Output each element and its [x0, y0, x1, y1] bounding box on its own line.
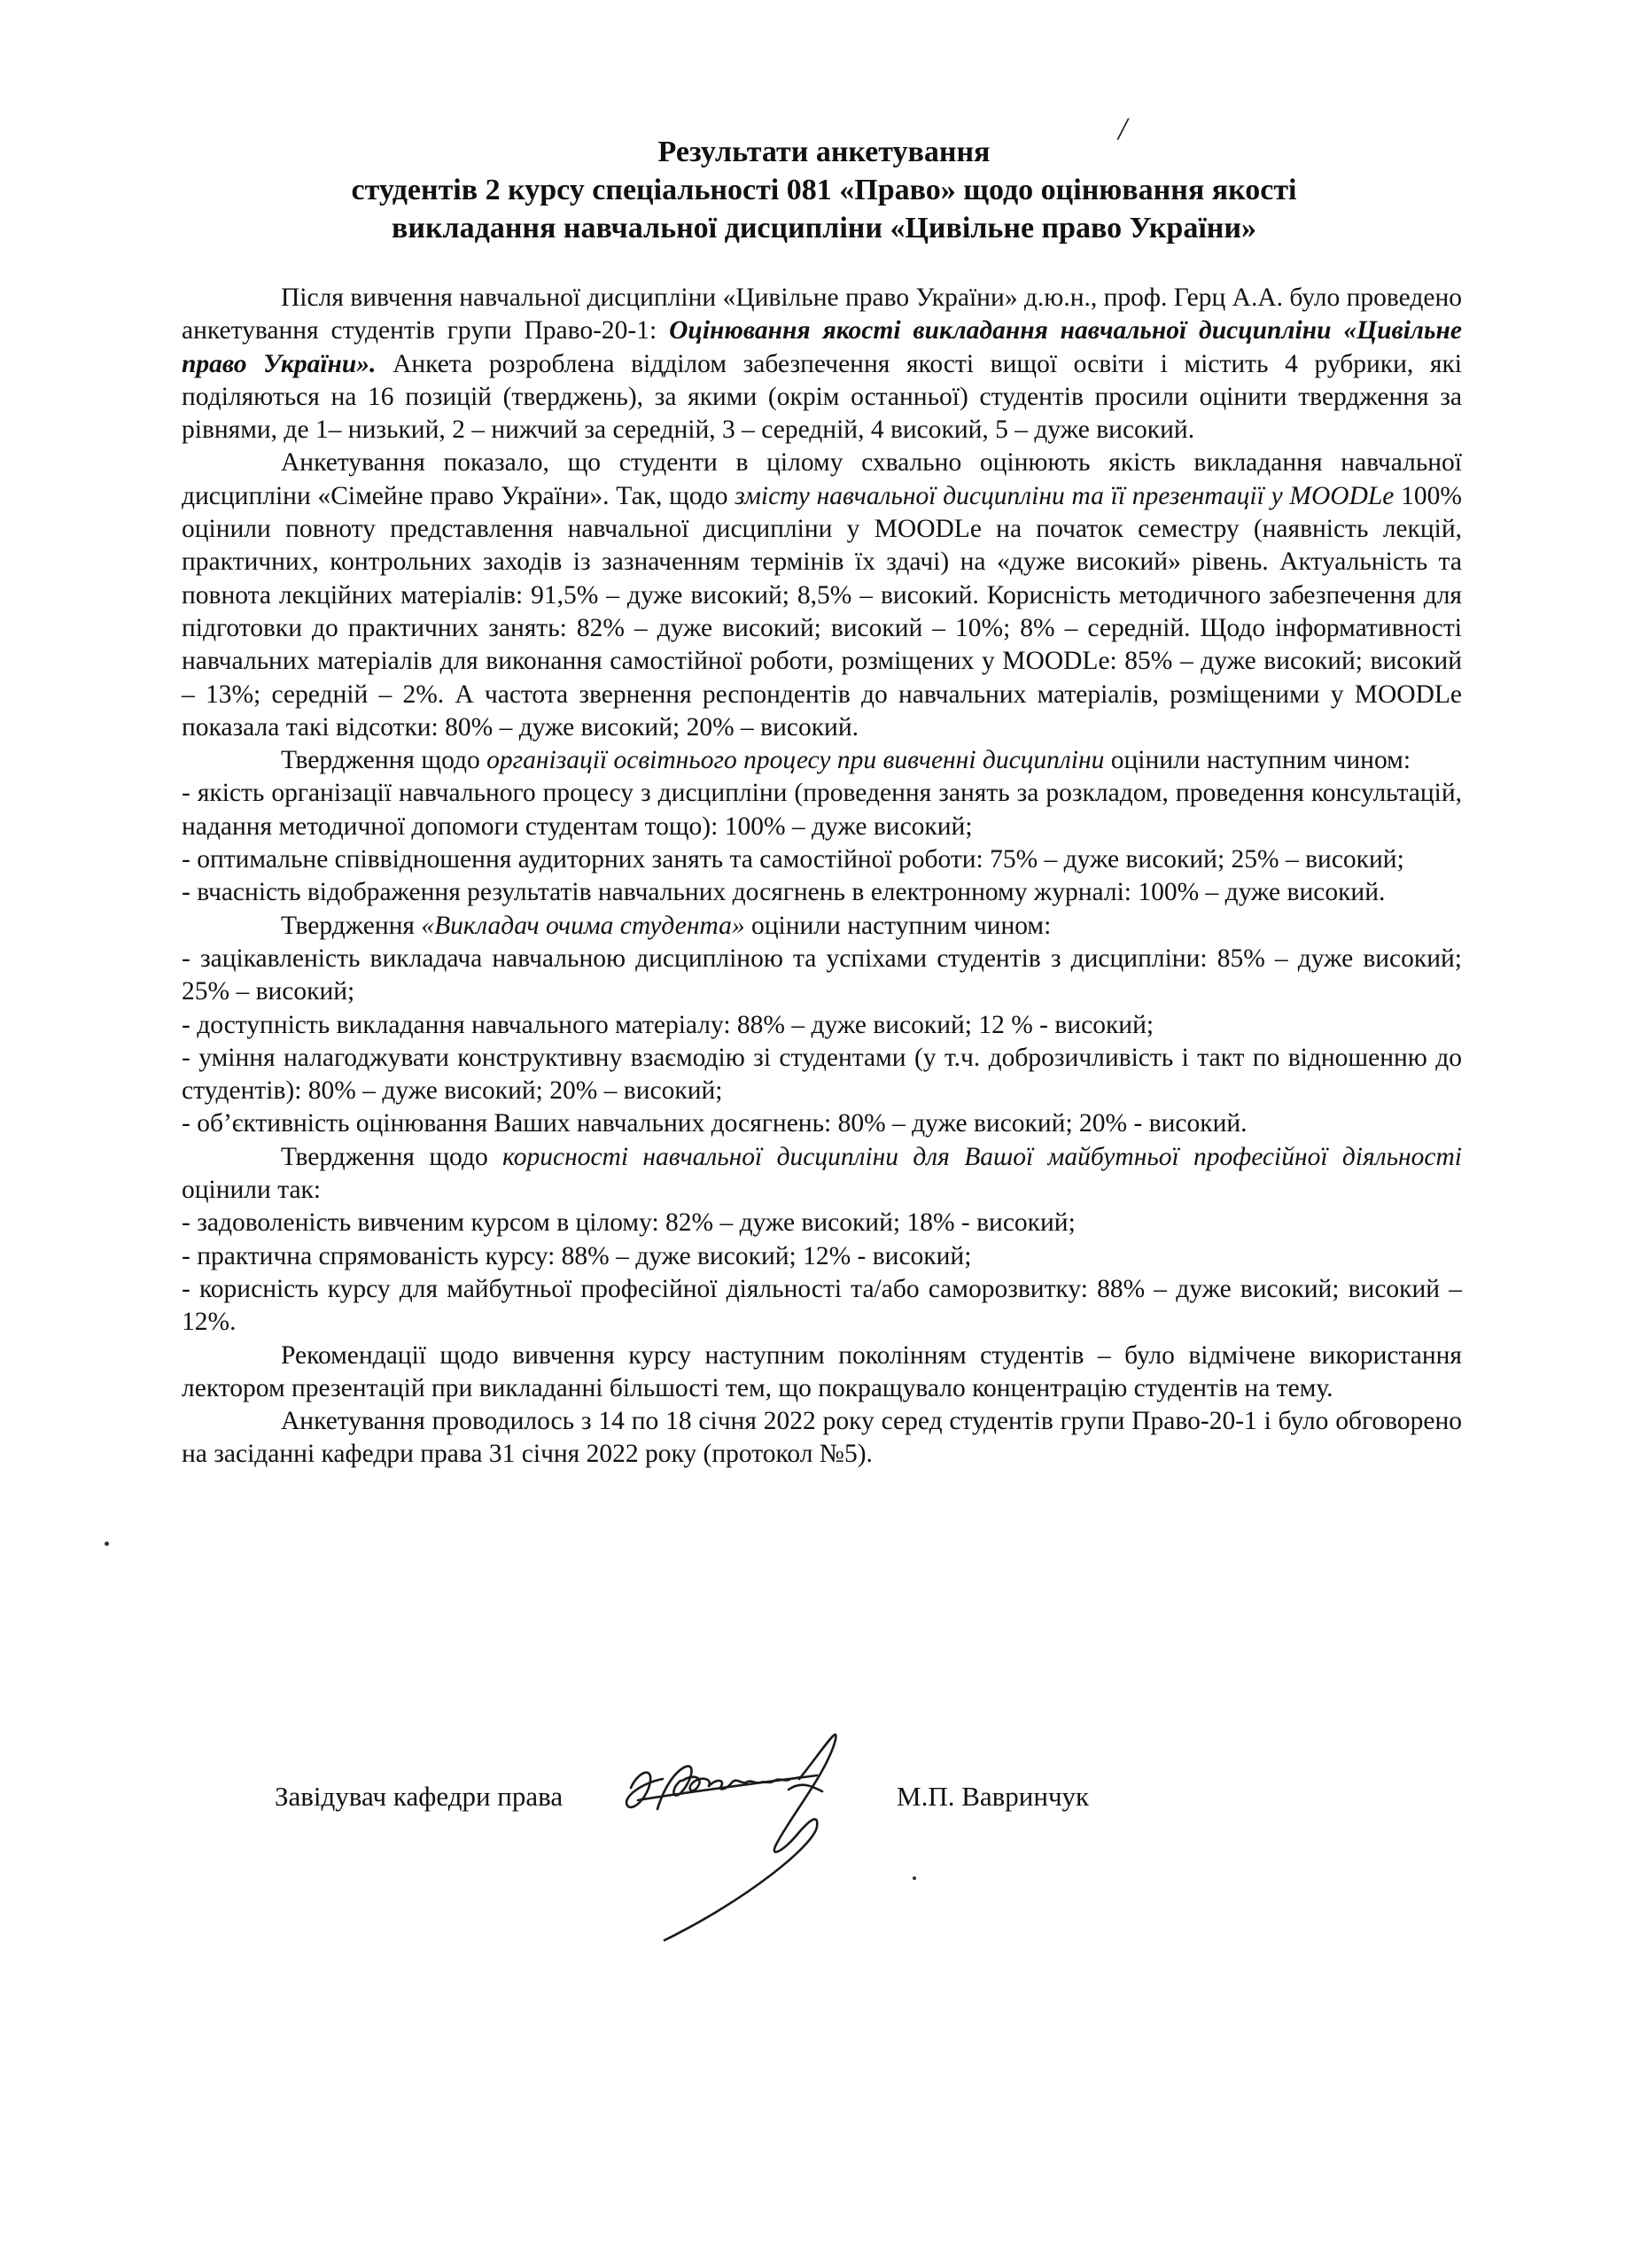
paragraph-content-results: Анкетування показало, що студенти в цілому схвально оцінюють якість викладання навчальної дисципліни «Сімейне право України». Так, щодо змісту навчальної дисципліни та її презентації у MOODLe 100% оцінили повноту представлення навчальної дисципліни у MOODLe на початок семестру (наявність лекцій, практичних, контрольних заходів із зазначенням термінів їх здачі) на «дуже високий» рівень. Актуальність та повнота лекційних матеріалів: 91,5% – дуже високий; 8,5% – високий. Корисність методичного забезпечення для підготовки до практичних занять: 82% – дуже високий; високий – 10%; 8% – середній. Щодо інформативності навчальних матеріалів для виконання самостійної роботи, розміщених у MOODLe: 85% – дуже високий; високий – 13%; середній – 2%. А частота звернення респондентів до навчальних матеріалів, розміщеними у MOODLe показала такі відсотки: 80% – дуже високий; 20% – високий.: [182, 448, 1462, 742]
list-item: - об’єктивність оцінювання Ваших навчальних досягнень: 80% – дуже високий; 20% - високий.: [182, 1109, 1248, 1138]
title-line-3: викладання навчальної дисципліни «Цивільне право України»: [392, 212, 1256, 245]
paragraph-survey-dates: Анкетування проводилось з 14 по 18 січня 2022 року серед студентів групи Право-20-1 і було обговорено на засіданні кафедри права 31 січня 2022 року (протокол №5).: [182, 1407, 1462, 1469]
paragraph-intro: Після вивчення навчальної дисципліни «Цивільне право України» д.ю.н., проф. Герц А.А. було проведено анкетування студентів групи Право-20-1: Оцінювання якості викладання навчальної дисципліни «Цивільне право України». Анкета розроблена відділом забезпечення якості вищої освіти і містить 4 рубрики, які поділяються на 16 позицій (тверджень), за якими (окрім останньої) студентів просили оцінити твердження за рівнями, де 1– низький, 2 – нижчий за середній, 3 – середній, 4 високий, 5 – дуже високий.: [182, 284, 1463, 445]
list-item: - зацікавленість викладача навчальною дисципліною та успіхами студентів з дисципліни: 85% – дуже високий; 25% – високий;: [182, 944, 1462, 1006]
handwritten-signature: [611, 1728, 895, 1949]
list-item: - практична спрямованість курсу: 88% – дуже високий; 12% - високий;: [182, 1241, 972, 1270]
list-item: - уміння налагоджувати конструктивну взаємодію зі студентами (у т.ч. доброзичливість і такт по відношенню до студентів): 80% – дуже високий; 20% – високий;: [182, 1043, 1462, 1106]
document-title: [159, 133, 1489, 247]
title-line-2: студентів 2 курсу спеціальності 081 «Право» щодо оцінювання якості: [351, 174, 1297, 206]
scan-speck: [913, 1876, 916, 1880]
paragraph-teacher: Твердження «Викладач очима студента» оцінили наступним чином:: [281, 911, 1052, 940]
list-item: - доступність викладання навчального матеріалу: 88% – дуже високий; 12 % - високий;: [182, 1010, 1154, 1039]
signer-name: М.П. Вавринчук: [897, 1781, 1090, 1812]
survey-name: Оцінювання якості викладання навчальної дисципліни «Цивільне право України».: [182, 316, 1463, 378]
list-item: - вчасність відображення результатів навчальних досягнень в електронному журналі: 100% – дуже високий.: [182, 878, 1386, 907]
paragraph-recommendations: Рекомендації щодо вивчення курсу наступним поколінням студентів – було відмічене використання лектором презентацій при викладанні більшості тем, що покращувало концентрацію студентів на тему.: [182, 1340, 1462, 1402]
paragraph-organization: Твердження щодо організації освітнього процесу при вивченні дисципліни оцінили наступним чином:: [281, 746, 1411, 775]
list-item: - корисність курсу для майбутньої професійної діяльності та/або саморозвитку: 88% – дуже високий; високий – 12%.: [182, 1274, 1462, 1337]
rubric-content: змісту навчальної дисципліни та її презентації у MOODLe: [735, 481, 1395, 510]
corner-mark: /: [1118, 111, 1128, 146]
rubric-teacher: «Викладач очима студента»: [421, 911, 745, 940]
paragraph-usefulness: Твердження щодо корисності навчальної дисципліни для Вашої майбутньої професійної діяльності оцінили так:: [182, 1142, 1462, 1205]
signer-position: Завідувач кафедри права: [275, 1781, 564, 1812]
title-line-1: Результати анкетування: [657, 136, 991, 168]
document-body: [182, 282, 1462, 1472]
list-item: - оптимальне співвідношення аудиторних занять та самостійної роботи: 75% – дуже високий; 25% – високий;: [182, 845, 1404, 874]
rubric-organization: організації освітнього процесу при вивченні дисципліни: [486, 746, 1105, 775]
scan-speck: [105, 1542, 109, 1546]
list-item: - задоволеність вивченим курсом в цілому: 82% – дуже високий; 18% - високий;: [182, 1208, 1076, 1238]
list-item: - якість організації навчального процесу з дисципліни (проведення занять за розкладом, проведення консультацій, надання методичної допомоги студентам тощо): 100% – дуже високий;: [182, 779, 1462, 841]
rubric-usefulness: корисності навчальної дисципліни для Вашої майбутньої професійної діяльності: [502, 1142, 1462, 1171]
